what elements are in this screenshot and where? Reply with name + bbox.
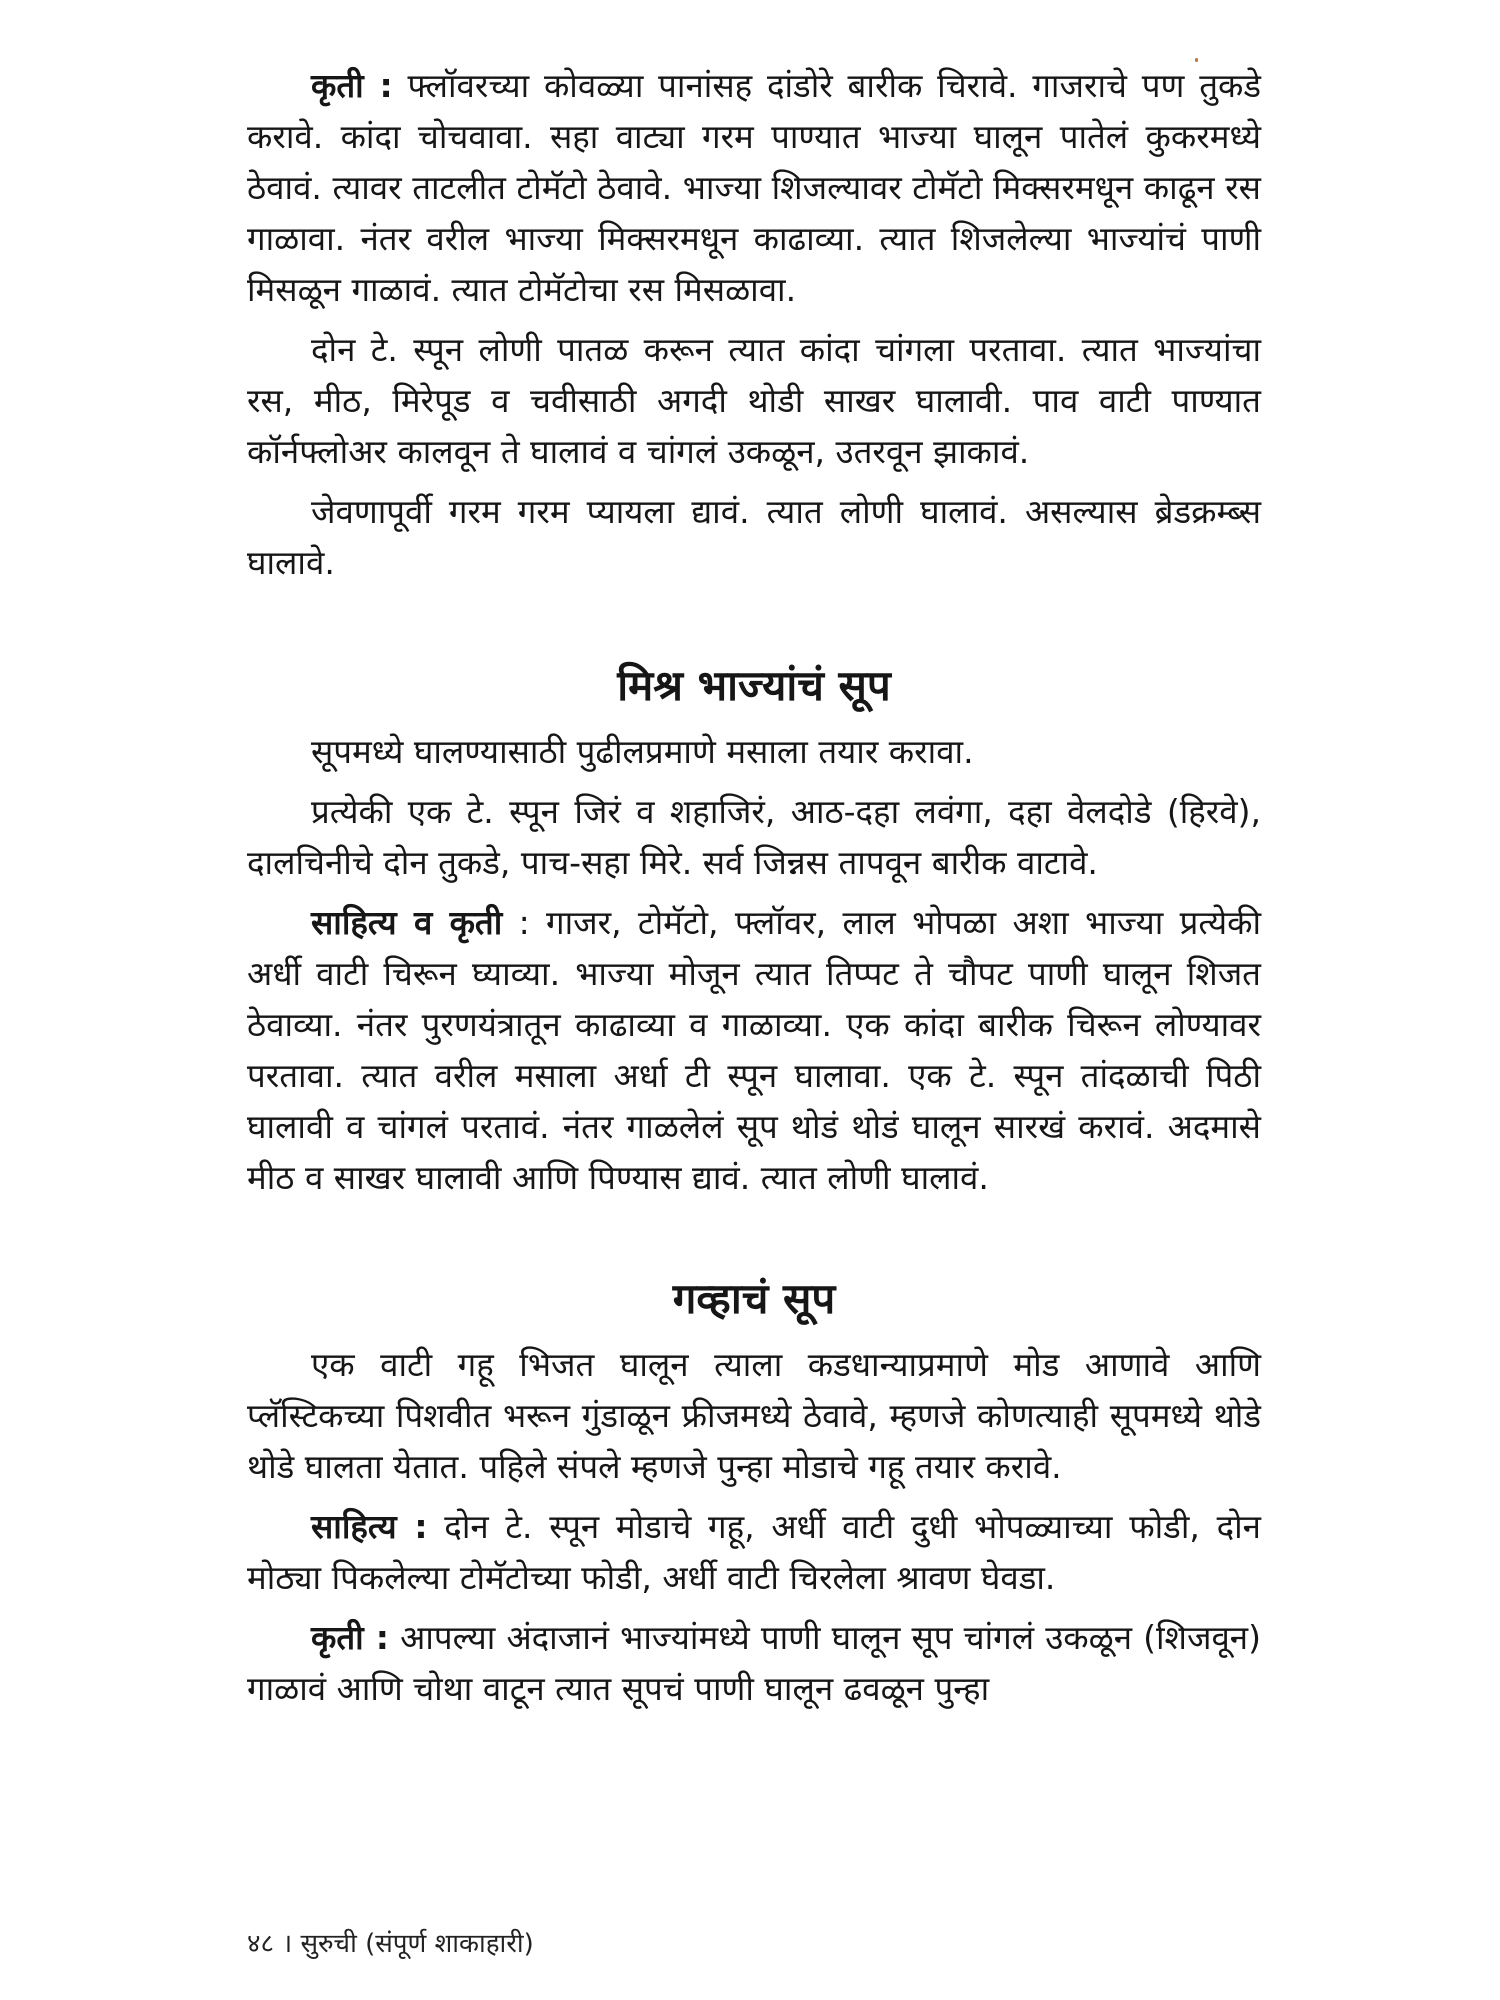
- s1-method-label: कृती :: [311, 66, 393, 105]
- page-body: [247, 60, 1261, 1723]
- s1-method-text: फ्लॉवरच्या कोवळ्या पानांसह दांडोरे बारीक चिरावे. गाजराचे पण तुकडे करावे. कांदा चोचवावा. सहा वाट्या गरम पाण्यात भाज्या घालून पातेलं कुकरमध्ये ठेवावं. त्यावर ताटलीत टोमॅटो ठेवावे. भाज्या शिजल्यावर टोमॅटो मिक्सरमधून काढून रस गाळावा. नंतर वरील भाज्या मिक्सरमधून काढाव्या. त्यात शिजलेल्या भाज्यांचं पाणी मिसळून गाळावं. त्यात टोमॅटोचा रस मिसळावा.: [247, 66, 1262, 309]
- s3-paragraph-2: [247, 1501, 1261, 1603]
- recipe-title-wheat-soup: गव्हाचं सूप: [672, 1274, 836, 1323]
- s2-p2-text: प्रत्येकी एक टे. स्पून जिरं व शहाजिरं, आठ-दहा लवंगा, दहा वेलदोडे (हिरवे), दालचिनीचे दोन तुकडे, पाच-सहा मिरे. सर्व जिन्नस तापवून बारीक वाटावे.: [247, 792, 1261, 882]
- recipe-title-mixed-veg-soup: मिश्र भाज्यांचं सूप: [617, 661, 891, 710]
- s1-paragraph-3: [247, 486, 1261, 588]
- s2-p3-text: : गाजर, टोमॅटो, फ्लॉवर, लाल भोपळा अशा भाज्या प्रत्येकी अर्धी वाटी चिरून घ्याव्या. भाज्या मोजून त्यात तिप्पट ते चौपट पाणी घालून शिजत ठेवाव्या. नंतर पुरणयंत्रातून काढाव्या व गाळाव्या. एक कांदा बारीक चिरून लोण्यावर परतावा. त्यात वरील मसाला अर्धा टी स्पून घालावा. एक टे. स्पून तांदळाची पिठी घालावी व चांगलं परतावं. नंतर गाळलेलं सूप थोडं थोडं घालून सारखं करावं. अदमासे मीठ व साखर घालावी आणि पिण्यास द्यावं. त्यात लोणी घालावं.: [247, 903, 1261, 1197]
- s3-p3-text: आपल्या अंदाजानं भाज्यांमध्ये पाणी घालून सूप चांगलं उकळून (शिजवून) गाळावं आणि चोथा वाटून त्यात सूपचं पाणी घालून ढवळून पुन्हा: [247, 1618, 1261, 1708]
- s1-p2-text: दोन टे. स्पून लोणी पातळ करून त्यात कांदा चांगला परतावा. त्यात भाज्यांचा रस, मीठ, मिरेपूड व चवीसाठी अगदी थोडी साखर घालावी. पाव वाटी पाण्यात कॉर्नफ्लोअर कालवून ते घालावं व चांगलं उकळून, उतरवून झाकावं.: [247, 330, 1261, 471]
- s2-paragraph-1: [247, 726, 1261, 777]
- s3-ingredients-label: साहित्य :: [311, 1507, 428, 1546]
- s3-p2-text: दोन टे. स्पून मोडाचे गहू, अर्धी वाटी दुधी भोपळ्याच्या फोडी, दोन मोठ्या पिकलेल्या टोमॅटोच्या फोडी, अर्धी वाटी चिरलेला श्रावण घेवडा.: [247, 1507, 1261, 1597]
- s1-p3-text: जेवणापूर्वी गरम गरम प्यायला द्यावं. त्यात लोणी घालावं. असल्यास ब्रेडक्रम्ब्स घालावे.: [247, 492, 1261, 582]
- s3-p1-text: एक वाटी गहू भिजत घालून त्याला कडधान्याप्रमाणे मोड आणावे आणि प्लॅस्टिकच्या पिशवीत भरून गुंडाळून फ्रीजमध्ये ठेवावे, म्हणजे कोणत्याही सूपमध्ये थोडे थोडे घालता येतात. पहिले संपले म्हणजे पुन्हा मोडाचे गहू तयार करावे.: [247, 1345, 1261, 1486]
- s3-method-label: कृती :: [311, 1618, 389, 1657]
- s3-paragraph-1: [247, 1339, 1261, 1492]
- page-footer: [247, 1928, 534, 1960]
- footer-separator: ।: [282, 1929, 293, 1959]
- s2-ingredients-method-label: साहित्य व कृती: [311, 903, 503, 942]
- s2-paragraph-2: [247, 786, 1261, 888]
- s1-paragraph-method: [247, 60, 1261, 315]
- s1-paragraph-2: [247, 324, 1261, 477]
- s3-paragraph-3: [247, 1612, 1261, 1714]
- s2-p1-text: सूपमध्ये घालण्यासाठी पुढीलप्रमाणे मसाला तयार करावा.: [311, 732, 974, 771]
- book-title: सुरुची (संपूर्ण शाकाहारी): [300, 1929, 534, 1959]
- page-number: ४८: [247, 1929, 275, 1959]
- s2-paragraph-3: [247, 897, 1261, 1203]
